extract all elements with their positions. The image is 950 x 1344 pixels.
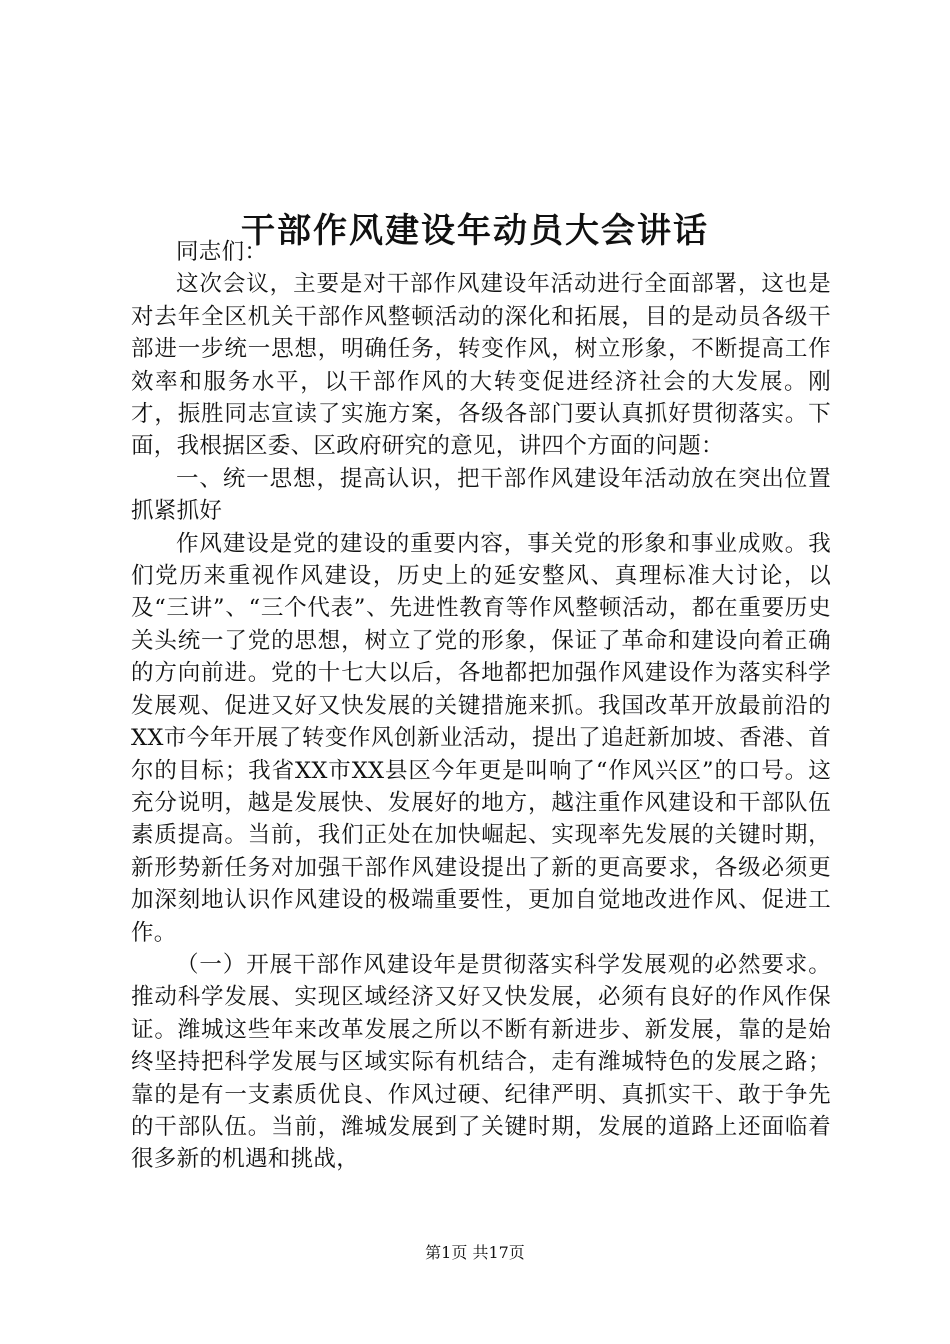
paragraph-section-1: 作风建设是党的建设的重要内容，事关党的形象和事业成败。我们党历来重视作风建设，历史上的延安整风、真理标准大讨论，以及“三讲”、“三个代表”、先进性教育等作风整顿活动，都在重要历史关头统一了党的思想，树立了党的形象，保证了革命和建设向着正确的方向前进。党的十七大以后，各地都把加强作风建设作为落实科学发展观、促进又好又快发展的关键措施来抓。我国改革开放最前沿的XX市今年开展了转变作风创新业活动，提出了追赶新加坡、香港、首尔的目标；我省XX市XX县区今年更是叫响了“作风兴区”的口号。这充分说明，越是发展快、发展好的地方，越注重作风建设和干部队伍素质提高。当前，我们正处在加快崛起、实现率先发展的关键时期，新形势新任务对加强干部作风建设提出了新的更高要求，各级必须更加深刻地认识作风建设的极端重要性，更加自觉地改进作风、促进工作。 — [131, 530, 831, 946]
paragraph-intro: 这次会议，主要是对干部作风建设年活动进行全面部署，这也是对去年全区机关干部作风整顿活动的深化和拓展，目的是动员各级干部进一步统一思想，明确任务，转变作风，树立形象，不断提高工作效率和服务水平，以干部作风的大转变促进经济社会的大发展。刚才，振胜同志宣读了实施方案，各级各部门要认真抓好贯彻落实。下面，我根据区委、区政府研究的意见，讲四个方面的问题： — [131, 271, 831, 460]
section-heading-1: 一、统一思想，提高认识，把干部作风建设年活动放在突出位置抓紧抓好 — [131, 465, 831, 525]
document-body — [131, 236, 831, 1176]
document-title: 干部作风建设年动员大会讲话 — [241, 210, 709, 251]
paragraph-subsection-1: （一）开展干部作风建设年是贯彻落实科学发展观的必然要求。推动科学发展、实现区域经济又好又快发展，必须有良好的作风作保证。潍城这些年来改革发展之所以不断有新进步、新发展，靠的是始终坚持把科学发展与区域实际有机结合，走有潍城特色的发展之路；靠的是有一支素质优良、作风过硬、纪律严明、真抓实干、敢于争先的干部队伍。当前，潍城发展到了关键时期，发展的道路上还面临着很多新的机遇和挑战， — [131, 951, 831, 1173]
page-footer: 第1页 共17页 — [425, 1243, 525, 1262]
salutation: 同志们： — [176, 239, 268, 265]
